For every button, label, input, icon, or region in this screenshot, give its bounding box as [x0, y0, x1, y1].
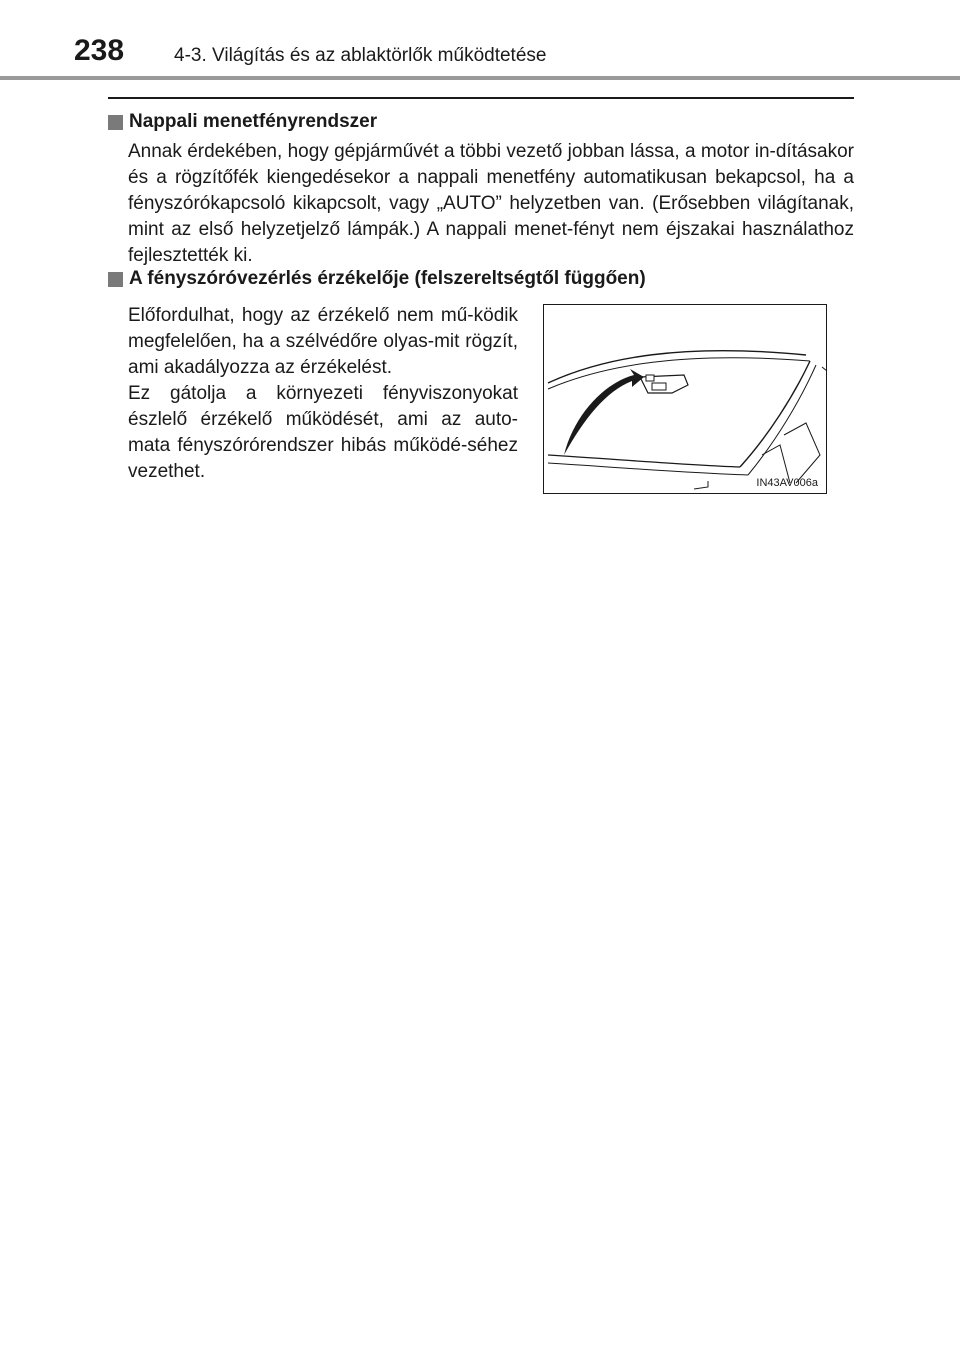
header-divider — [0, 76, 960, 80]
heading-text: A fényszóróvezérlés érzékelője (felszereltségtől függően) — [129, 268, 646, 289]
heading-text: Nappali menetfényrendszer — [129, 111, 378, 132]
section-divider — [108, 97, 854, 99]
square-bullet-icon — [108, 272, 123, 287]
page-number: 238 — [74, 34, 125, 67]
section-heading-daytime-running-lights — [108, 111, 377, 133]
windshield-sensor-illustration — [543, 304, 827, 494]
chapter-title: 4-3. Világítás és az ablaktörlők működtetése — [174, 45, 547, 66]
sensor-warning-text-1: Előfordulhat, hogy az érzékelő nem mű-ködik megfelelően, ha a szélvédőre olyas-mit rögzít, ami akadályozza az érzékelést. — [128, 305, 518, 378]
square-bullet-icon — [108, 115, 123, 130]
daytime-running-lights-text: Annak érdekében, hogy gépjárművét a többi vezető jobban lássa, a motor in-dításakor és a rögzítőfék kiengedésekor a nappali menetfény automatikusan bekapcsol, ha a fényszórókapcsoló kikapcsolt, vagy „AUTO” helyzetben van. (Erősebben világítanak, mint az első helyzetjelző lámpák.) A nappali menet-fényt nem éjszakai használathoz fejlesztették ki. — [128, 141, 854, 266]
figure-code: IN43AV006a — [756, 477, 818, 489]
section-heading-light-sensor — [108, 268, 646, 290]
windshield-drawing — [544, 305, 828, 495]
sensor-warning-text-2: Ez gátolja a környezeti fényviszonyokat észlelő érzékelő működését, ami az auto-mata fényszórórendszer hibás működé-séhez vezethet. — [128, 383, 518, 482]
